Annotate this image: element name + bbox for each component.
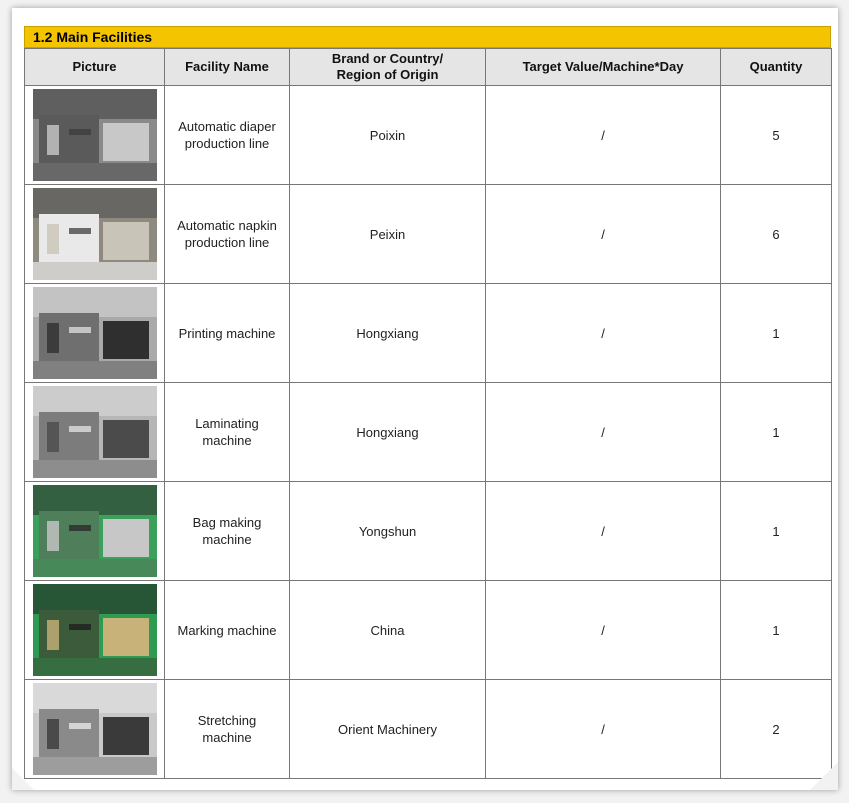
header-facility-name: Facility Name — [165, 49, 290, 86]
header-quantity: Quantity — [721, 49, 832, 86]
facility-name-line1: Printing machine — [178, 325, 276, 341]
facility-name-cell — [165, 383, 290, 482]
picture-cell — [25, 86, 165, 185]
brand-cell: Hongxiang — [290, 284, 486, 383]
facility-name-line2: machine — [202, 532, 252, 547]
quantity-cell: 2 — [721, 680, 832, 779]
facilities-table — [24, 48, 832, 779]
target-cell: / — [486, 383, 721, 482]
facility-name-cell — [165, 185, 290, 284]
printing-machine-photo — [33, 287, 157, 379]
table-row — [25, 284, 832, 383]
quantity-cell: 1 — [721, 482, 832, 581]
page-curl-right — [810, 762, 838, 790]
section-header — [24, 26, 831, 48]
table-row — [25, 86, 832, 185]
header-brand — [290, 49, 486, 86]
facility-name-cell — [165, 581, 290, 680]
picture-cell — [25, 185, 165, 284]
brand-cell: Hongxiang — [290, 383, 486, 482]
facility-name-cell — [165, 284, 290, 383]
target-cell: / — [486, 680, 721, 779]
facility-name-line1: Stretching — [197, 713, 257, 728]
brand-cell: Peixin — [290, 185, 486, 284]
facility-name-line1: Bag making — [192, 515, 262, 530]
document-page — [12, 8, 838, 790]
table-header-row — [25, 49, 832, 86]
facility-name-cell — [165, 86, 290, 185]
target-cell: / — [486, 581, 721, 680]
facility-name-cell — [165, 482, 290, 581]
stretching-machine-photo — [33, 683, 157, 775]
target-cell: / — [486, 284, 721, 383]
marking-machine-photo — [33, 584, 157, 676]
target-cell: / — [486, 86, 721, 185]
picture-cell — [25, 680, 165, 779]
diaper-line-photo — [33, 89, 157, 181]
header-picture: Picture — [25, 49, 165, 86]
target-cell: / — [486, 482, 721, 581]
quantity-cell: 1 — [721, 383, 832, 482]
header-brand-line1: Brand or Country/ — [331, 51, 444, 66]
brand-cell: China — [290, 581, 486, 680]
facility-name-line2: production line — [184, 235, 270, 250]
quantity-cell: 1 — [721, 581, 832, 680]
brand-cell: Yongshun — [290, 482, 486, 581]
facility-name-line1: Automatic napkin — [177, 218, 277, 233]
table-row — [25, 680, 832, 779]
header-target: Target Value/Machine*Day — [486, 49, 721, 86]
table-row — [25, 482, 832, 581]
table-row — [25, 581, 832, 680]
quantity-cell: 5 — [721, 86, 832, 185]
facility-name-line1: Laminating — [195, 416, 259, 431]
header-brand-line2: Region of Origin — [336, 67, 439, 82]
section-title: 1.2 Main Facilities — [33, 29, 153, 45]
picture-cell — [25, 482, 165, 581]
picture-cell — [25, 581, 165, 680]
facility-name-line2: machine — [202, 433, 252, 448]
brand-cell: Orient Machinery — [290, 680, 486, 779]
napkin-line-photo — [33, 188, 157, 280]
bag-making-machine-photo — [33, 485, 157, 577]
picture-cell — [25, 284, 165, 383]
laminating-machine-photo — [33, 386, 157, 478]
table-row — [25, 185, 832, 284]
page-curl-left — [12, 768, 34, 790]
facility-name-line2: machine — [202, 730, 252, 745]
brand-cell: Poixin — [290, 86, 486, 185]
table-row — [25, 383, 832, 482]
facility-name-cell — [165, 680, 290, 779]
target-cell: / — [486, 185, 721, 284]
facility-name-line1: Automatic diaper — [178, 119, 276, 134]
quantity-cell: 1 — [721, 284, 832, 383]
picture-cell — [25, 383, 165, 482]
facility-name-line1: Marking machine — [177, 622, 277, 638]
facility-name-line2: production line — [184, 136, 270, 151]
quantity-cell: 6 — [721, 185, 832, 284]
